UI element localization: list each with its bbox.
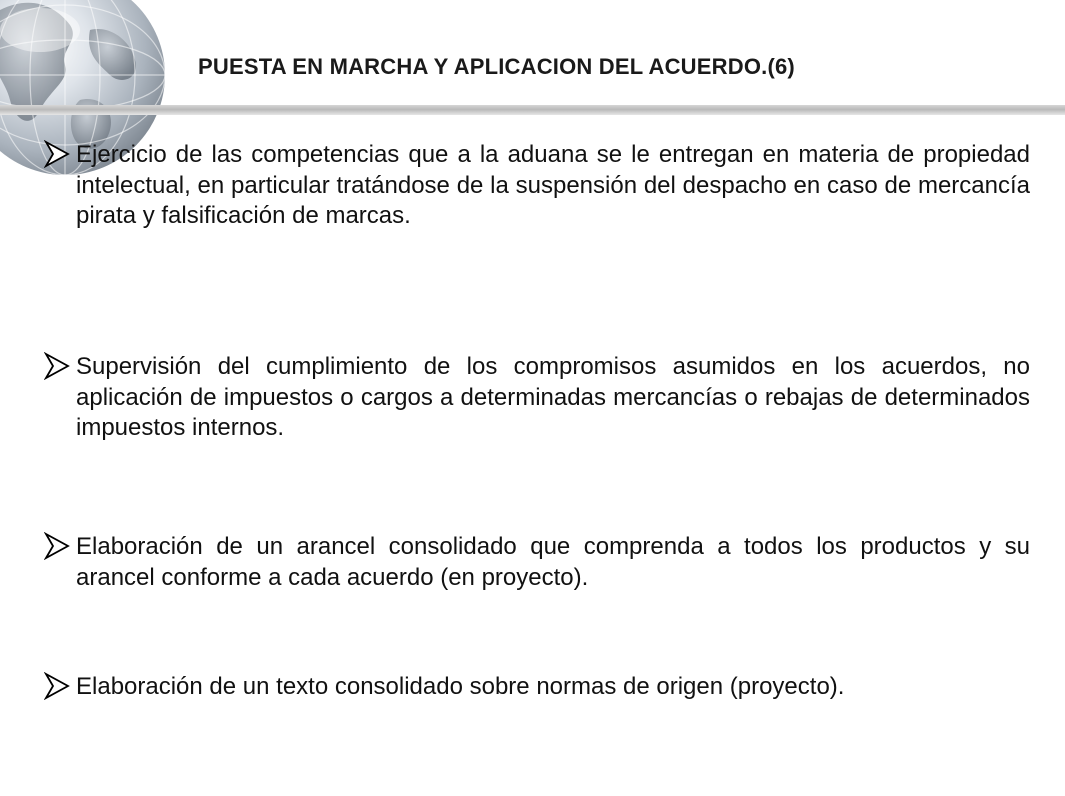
bullet-text: Elaboración de un arancel consolidado que comprenda a todos los productos y su arancel conforme a cada acuerdo (en proyecto). (76, 533, 1030, 591)
list-item (44, 672, 1030, 703)
arrow-bullet-icon (44, 672, 70, 700)
list-item (44, 140, 1030, 232)
list-item (44, 532, 1030, 593)
page-title: PUESTA EN MARCHA Y APLICACION DEL ACUERDO.(6) (198, 54, 795, 79)
bullet-text: Ejercicio de las competencias que a la aduana se le entregan en materia de propiedad intelectual, en particular tratándose de la suspensión del despacho en caso de mercancía pirata y falsificación de marcas. (76, 141, 1030, 229)
arrow-bullet-icon (44, 352, 70, 380)
bullet-text: Supervisión del cumplimiento de los compromisos asumidos en los acuerdos, no aplicación de impuestos o cargos a determinadas mercancías o rebajas de determinados impuestos internos. (76, 353, 1030, 441)
title-underline-bar (0, 105, 1065, 115)
bullet-text: Elaboración de un texto consolidado sobre normas de origen (proyecto). (76, 673, 845, 700)
list-item (44, 352, 1030, 444)
arrow-bullet-icon (44, 532, 70, 560)
arrow-bullet-icon (44, 140, 70, 168)
